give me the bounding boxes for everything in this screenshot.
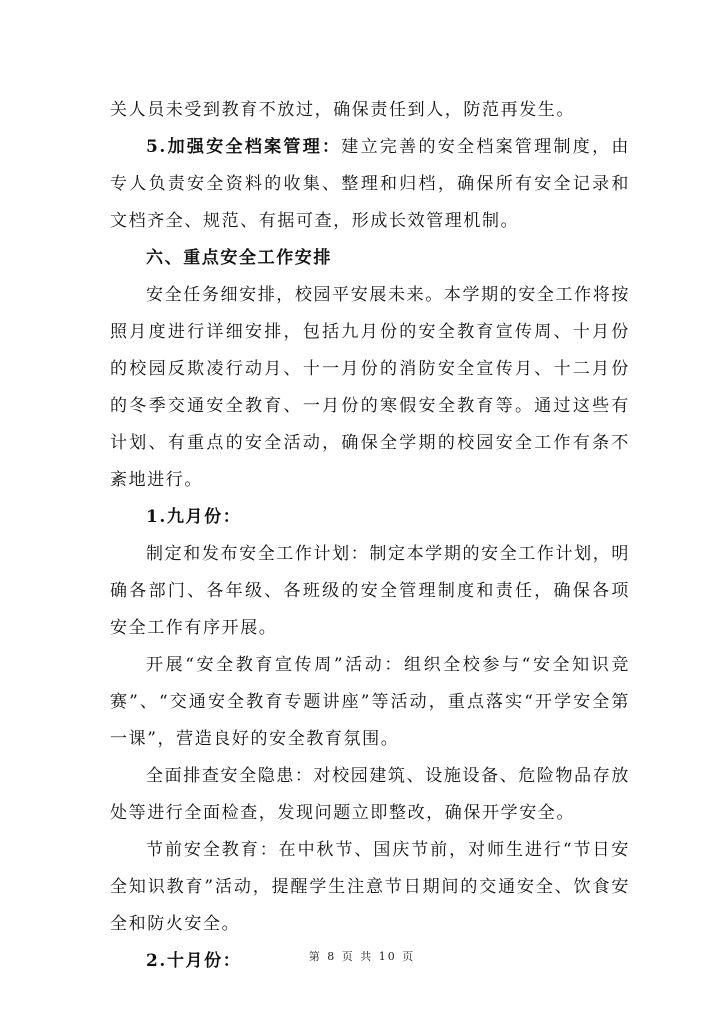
subheading-september: 1.九月份： xyxy=(146,507,242,527)
subheading-october: 2.十月份： xyxy=(146,951,242,971)
paragraph-continuation: 关人员未受到教育不放过，确保责任到人，防范再发生。 xyxy=(110,100,575,120)
paragraph-hazard-check: 全面排查安全隐患：对校园建筑、设施设备、危险物品存放处等进行全面检查，发现问题立即整改，确保开学安全。 xyxy=(110,766,630,823)
paragraph-safety-plan: 制定和发布安全工作计划：制定本学期的安全工作计划，明确各部门、各年级、各班级的安全管理制度和责任，确保各项安全工作有序开展。 xyxy=(110,544,630,638)
section-heading-key-safety-work: 六、重点安全工作安排 xyxy=(146,248,332,268)
paragraph-safety-overview: 安全任务细安排，校园平安展未来。本学期的安全工作将按照月度进行详细安排，包括九月份的安全教育宣传周、十月份的校园反欺凌行动月、十一月份的消防安全宣传月、十二月份的冬季交通安全教育、一月份的寒假安全教育等。通过这些有计划、有重点的安全活动，确保全学期的校园安全工作有条不紊地进行。 xyxy=(110,285,630,490)
paragraph-lead-heading: 5.加强安全档案管理： xyxy=(146,137,342,157)
paragraph-body-text: 建立完善的安全档案管理制度，由专人负责安全资料的收集、整理和归档，确保所有安全记录和文档齐全、规范、有据可查，形成长效管理机制。 xyxy=(110,137,630,231)
paragraph-archive-management xyxy=(110,129,630,240)
paragraph-holiday-education: 节前安全教育：在中秋节、国庆节前，对师生进行“节日安全知识教育”活动，提醒学生注意节日期间的交通安全、饮食安全和防火安全。 xyxy=(110,840,630,934)
document-body xyxy=(110,92,630,980)
paragraph-safety-week: 开展“安全教育宣传周”活动：组织全校参与“安全知识竞赛”、“交通安全教育专题讲座”等活动，重点落实“开学安全第一课”，营造良好的安全教育氛围。 xyxy=(110,655,630,749)
page-number-footer: 第 8 页 共 10 页 xyxy=(308,950,416,963)
